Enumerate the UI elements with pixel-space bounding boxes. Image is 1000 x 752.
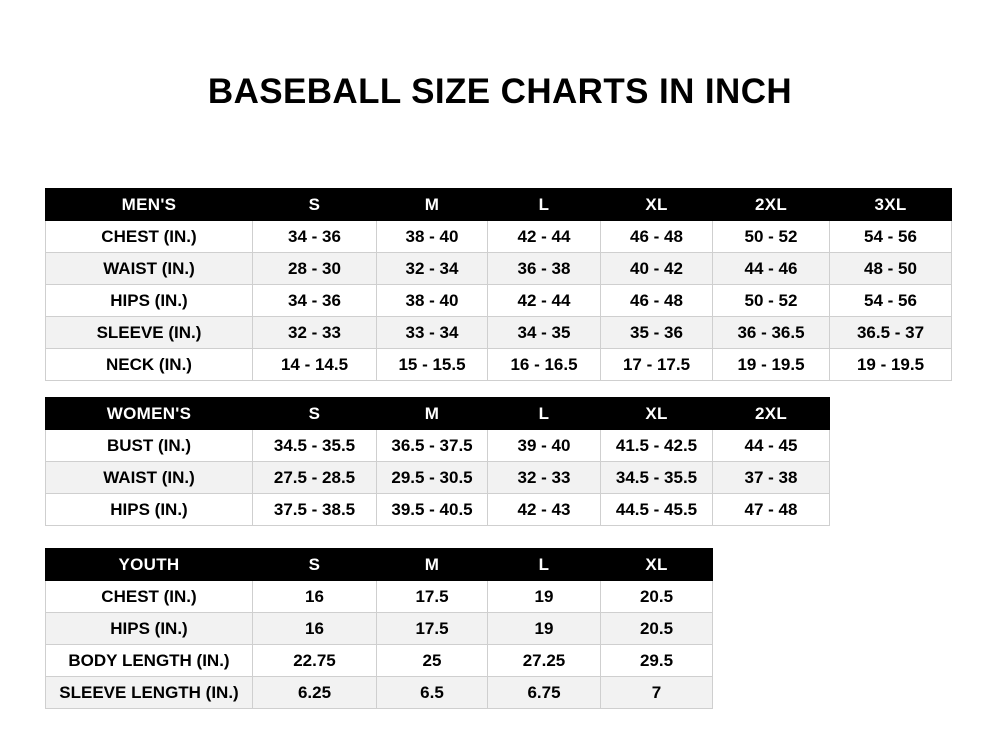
- table-cell: 19 - 19.5: [713, 349, 830, 381]
- table-cell: 54 - 56: [830, 221, 952, 253]
- table-header-cell: M: [377, 189, 488, 221]
- table-cell: 17.5: [377, 581, 488, 613]
- table-cell: 46 - 48: [601, 221, 713, 253]
- row-label: SLEEVE (IN.): [46, 317, 253, 349]
- table-row: [46, 494, 830, 526]
- table-cell: 6.5: [377, 677, 488, 709]
- table-cell: 29.5: [601, 645, 713, 677]
- table-cell: 36.5 - 37: [830, 317, 952, 349]
- table-cell: 25: [377, 645, 488, 677]
- table-cell: 22.75: [253, 645, 377, 677]
- table-cell: 37 - 38: [713, 462, 830, 494]
- table-header-cell: 3XL: [830, 189, 952, 221]
- table-cell: 44 - 46: [713, 253, 830, 285]
- table-cell: 7: [601, 677, 713, 709]
- table-cell: 54 - 56: [830, 285, 952, 317]
- table-row: [46, 581, 713, 613]
- table-cell: 44 - 45: [713, 430, 830, 462]
- table-cell: 19: [488, 581, 601, 613]
- table-cell: 16 - 16.5: [488, 349, 601, 381]
- table-header-row: [46, 549, 713, 581]
- table-header-cell: M: [377, 398, 488, 430]
- table-cell: 16: [253, 613, 377, 645]
- table-row: [46, 349, 952, 381]
- table-header-cell: M: [377, 549, 488, 581]
- table-cell: 33 - 34: [377, 317, 488, 349]
- table-row: [46, 613, 713, 645]
- table-cell: 37.5 - 38.5: [253, 494, 377, 526]
- table-header-cell: MEN'S: [46, 189, 253, 221]
- table-cell: 42 - 43: [488, 494, 601, 526]
- table-row: [46, 285, 952, 317]
- youth-size-chart: [45, 548, 713, 709]
- table-header-row: [46, 189, 952, 221]
- row-label: HIPS (IN.): [46, 494, 253, 526]
- row-label: SLEEVE LENGTH (IN.): [46, 677, 253, 709]
- table-header-cell: L: [488, 549, 601, 581]
- table-cell: 34 - 36: [253, 221, 377, 253]
- table-cell: 19 - 19.5: [830, 349, 952, 381]
- table-cell: 6.25: [253, 677, 377, 709]
- table-cell: 50 - 52: [713, 221, 830, 253]
- table-cell: 42 - 44: [488, 221, 601, 253]
- table-cell: 28 - 30: [253, 253, 377, 285]
- table-cell: 47 - 48: [713, 494, 830, 526]
- table-cell: 34 - 36: [253, 285, 377, 317]
- table-cell: 34.5 - 35.5: [253, 430, 377, 462]
- table-header-cell: WOMEN'S: [46, 398, 253, 430]
- row-label: CHEST (IN.): [46, 581, 253, 613]
- table-cell: 36 - 38: [488, 253, 601, 285]
- table-cell: 17 - 17.5: [601, 349, 713, 381]
- table-cell: 20.5: [601, 613, 713, 645]
- table-header-row: [46, 398, 830, 430]
- table-cell: 27.5 - 28.5: [253, 462, 377, 494]
- table-cell: 38 - 40: [377, 285, 488, 317]
- row-label: BODY LENGTH (IN.): [46, 645, 253, 677]
- table-cell: 35 - 36: [601, 317, 713, 349]
- table-cell: 32 - 33: [488, 462, 601, 494]
- table-cell: 42 - 44: [488, 285, 601, 317]
- table-header-cell: XL: [601, 189, 713, 221]
- table-cell: 50 - 52: [713, 285, 830, 317]
- table-cell: 48 - 50: [830, 253, 952, 285]
- row-label: CHEST (IN.): [46, 221, 253, 253]
- mens-size-chart: [45, 188, 952, 381]
- table-header-cell: 2XL: [713, 189, 830, 221]
- page-title: BASEBALL SIZE CHARTS IN INCH: [207, 72, 793, 111]
- table-header-cell: S: [253, 189, 377, 221]
- row-label: HIPS (IN.): [46, 285, 253, 317]
- table-cell: 32 - 34: [377, 253, 488, 285]
- table-cell: 34 - 35: [488, 317, 601, 349]
- table-cell: 36.5 - 37.5: [377, 430, 488, 462]
- row-label: NECK (IN.): [46, 349, 253, 381]
- table-header-cell: S: [253, 549, 377, 581]
- table-row: [46, 221, 952, 253]
- table-row: [46, 645, 713, 677]
- table-cell: 38 - 40: [377, 221, 488, 253]
- table-row: [46, 677, 713, 709]
- table-cell: 39 - 40: [488, 430, 601, 462]
- table-cell: 19: [488, 613, 601, 645]
- table-cell: 20.5: [601, 581, 713, 613]
- table-cell: 36 - 36.5: [713, 317, 830, 349]
- table-row: [46, 430, 830, 462]
- table-cell: 29.5 - 30.5: [377, 462, 488, 494]
- row-label: BUST (IN.): [46, 430, 253, 462]
- table-header-cell: S: [253, 398, 377, 430]
- row-label: HIPS (IN.): [46, 613, 253, 645]
- table-cell: 41.5 - 42.5: [601, 430, 713, 462]
- table-cell: 16: [253, 581, 377, 613]
- table-cell: 14 - 14.5: [253, 349, 377, 381]
- table-header-cell: L: [488, 189, 601, 221]
- table-header-cell: XL: [601, 398, 713, 430]
- table-cell: 27.25: [488, 645, 601, 677]
- table-cell: 39.5 - 40.5: [377, 494, 488, 526]
- table-cell: 32 - 33: [253, 317, 377, 349]
- table-cell: 44.5 - 45.5: [601, 494, 713, 526]
- table-row: [46, 462, 830, 494]
- table-cell: 15 - 15.5: [377, 349, 488, 381]
- row-label: WAIST (IN.): [46, 253, 253, 285]
- table-header-cell: L: [488, 398, 601, 430]
- table-cell: 46 - 48: [601, 285, 713, 317]
- table-row: [46, 253, 952, 285]
- table-cell: 6.75: [488, 677, 601, 709]
- table-header-cell: 2XL: [713, 398, 830, 430]
- table-header-cell: YOUTH: [46, 549, 253, 581]
- table-header-cell: XL: [601, 549, 713, 581]
- table-row: [46, 317, 952, 349]
- womens-size-chart: [45, 397, 830, 526]
- table-cell: 34.5 - 35.5: [601, 462, 713, 494]
- row-label: WAIST (IN.): [46, 462, 253, 494]
- table-cell: 40 - 42: [601, 253, 713, 285]
- table-cell: 17.5: [377, 613, 488, 645]
